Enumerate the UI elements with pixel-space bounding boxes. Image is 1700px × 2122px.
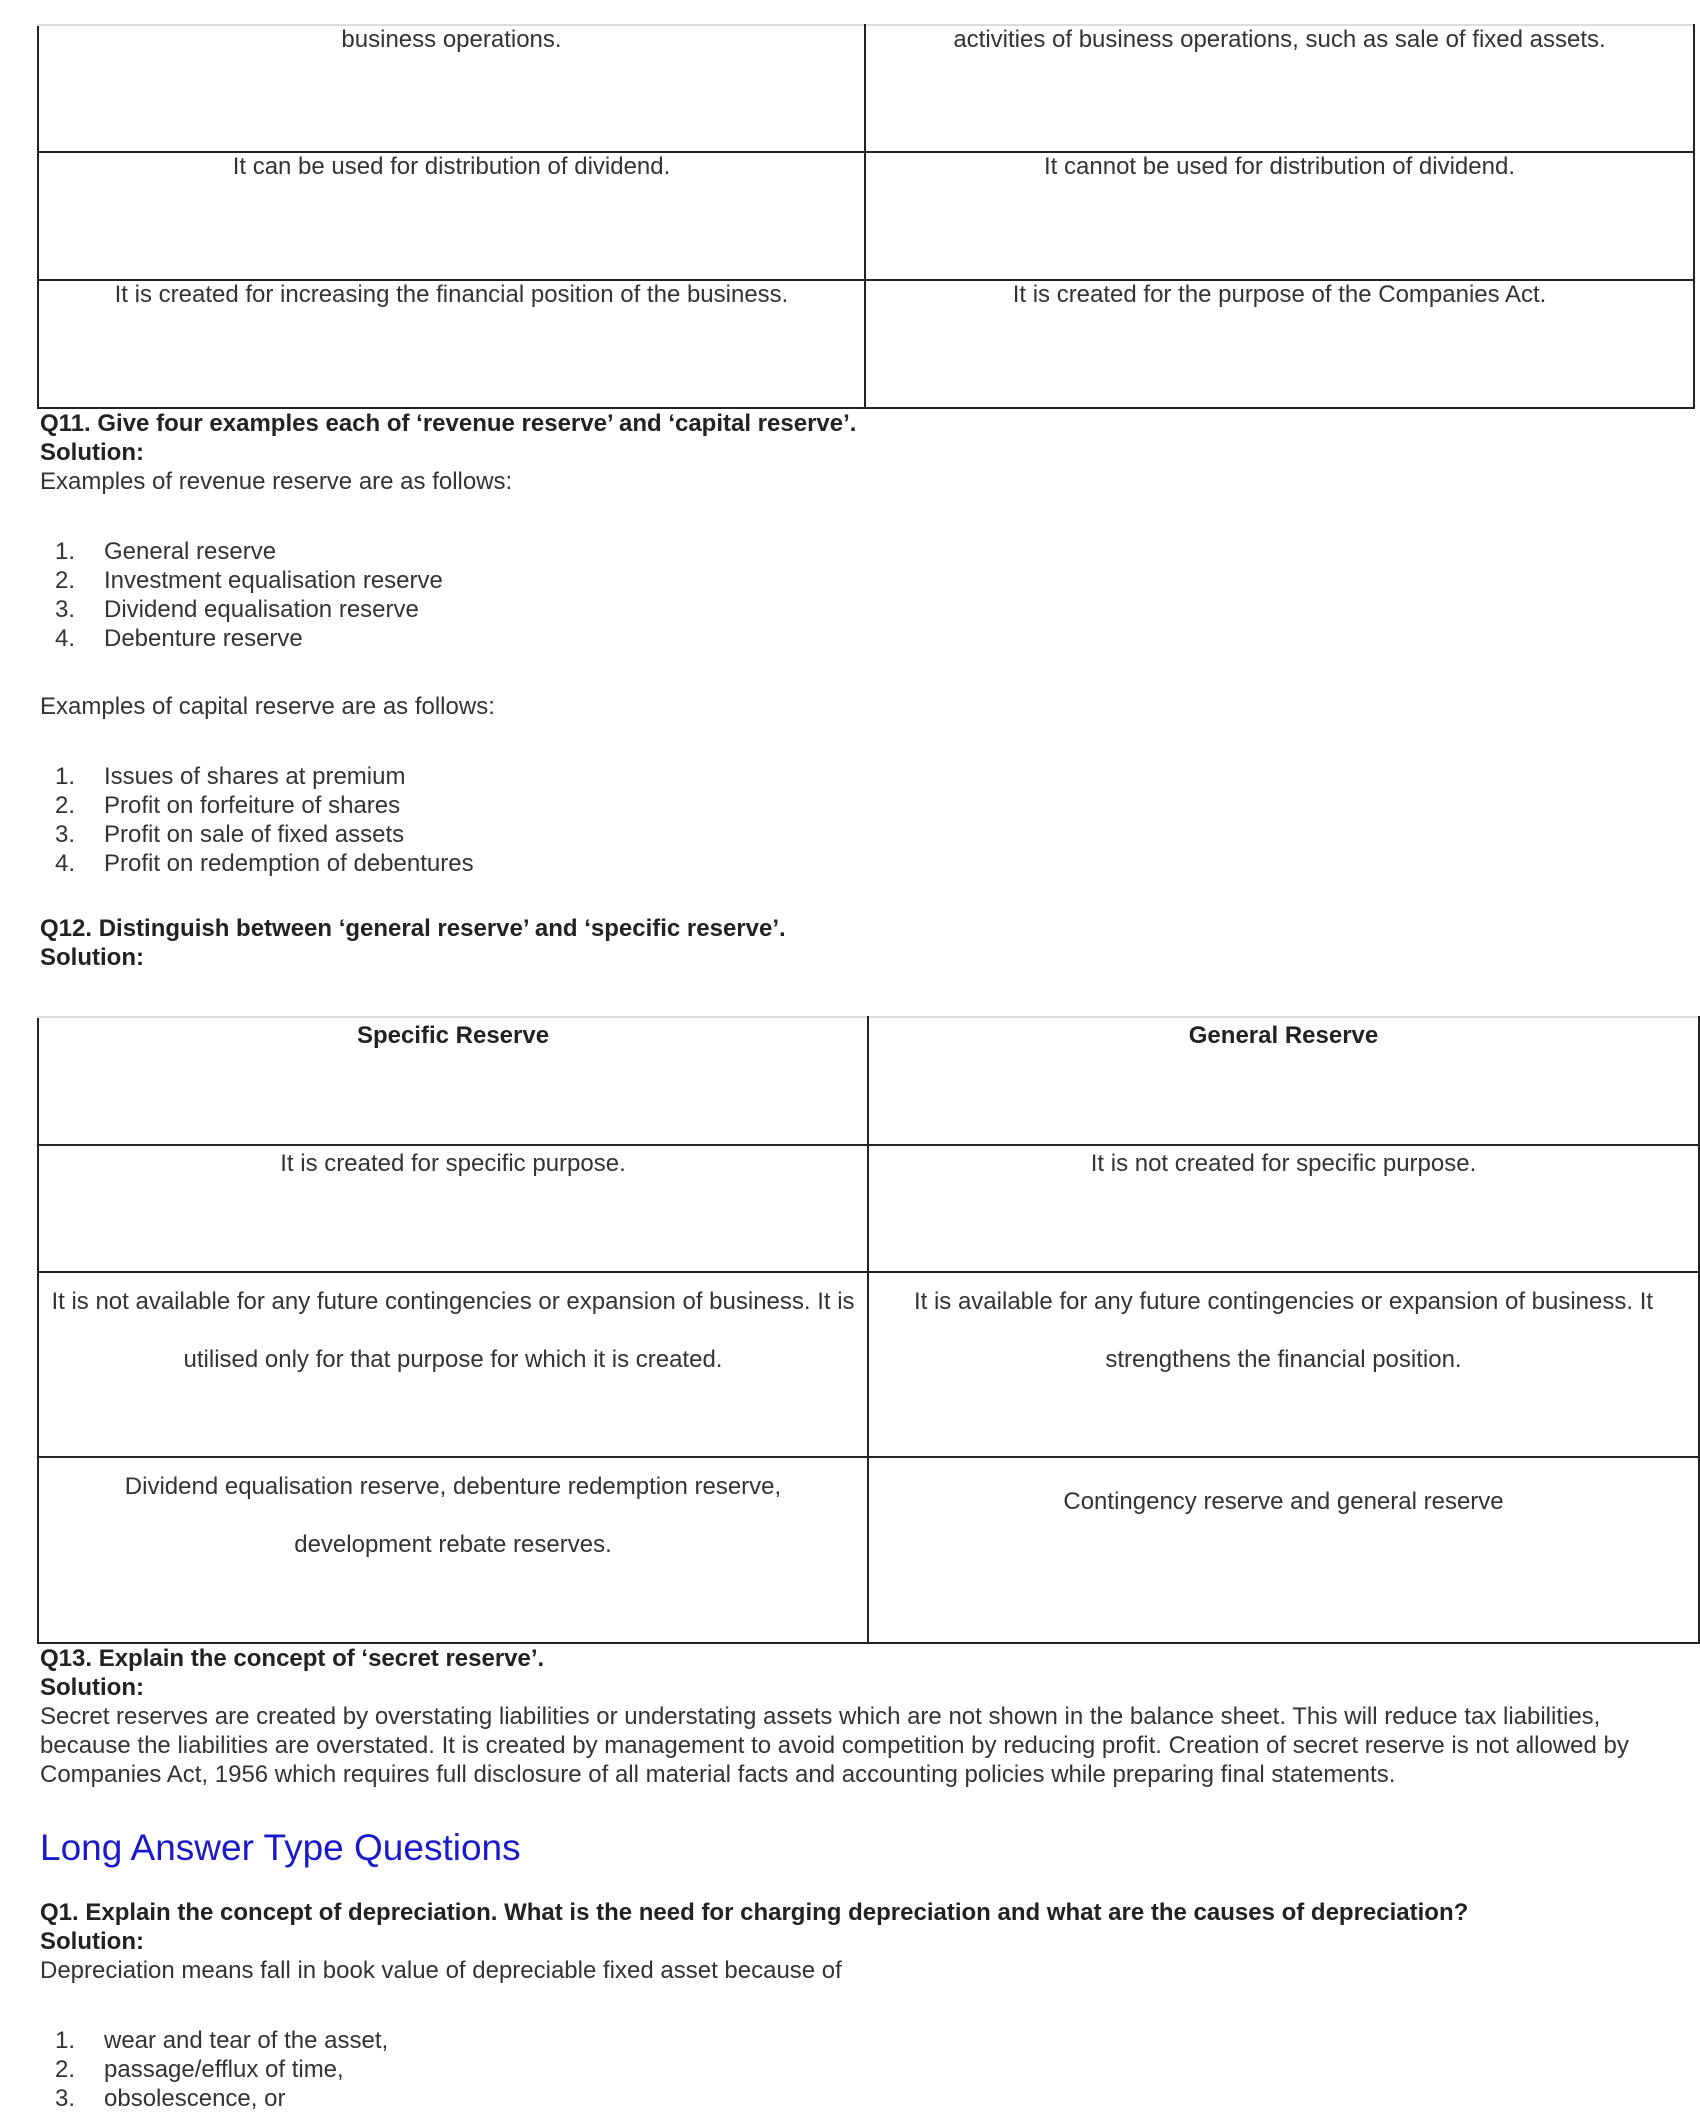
question-title: Q12. Distinguish between ‘general reserve’ and ‘specific reserve’. [40, 915, 786, 942]
table-cell: It is created for increasing the financial position of the business. [38, 280, 865, 408]
table-cell: It is not created for specific purpose. [868, 1145, 1699, 1272]
solution-label: Solution: [40, 1928, 144, 1955]
list-item: 3. Dividend equalisation reserve [55, 596, 419, 623]
list-item: 4. Profit on redemption of debentures [55, 850, 474, 877]
table-row [38, 1145, 1699, 1272]
revenue-vs-capital-reserve-table [37, 24, 1695, 409]
table-cell: It is created for the purpose of the Companies Act. [865, 280, 1694, 408]
table-row [38, 1272, 1699, 1457]
question-title: Q1. Explain the concept of depreciation. What is the need for charging depreciation and what are the causes of depreciation? [40, 1899, 1469, 1926]
list-item: 2. passage/efflux of time, [55, 2056, 344, 2083]
table-cell: It is available for any future contingencies or expansion of business. It strengthens the financial position. [868, 1272, 1699, 1457]
table-cell: It is created for specific purpose. [38, 1145, 868, 1272]
list-item: 2. Profit on forfeiture of shares [55, 792, 401, 819]
q13-block [40, 1644, 1660, 1789]
table-header-row [38, 1017, 1699, 1145]
depreciation-causes-list [40, 2026, 1660, 2113]
intro-text: Examples of revenue reserve are as follows: [40, 468, 513, 495]
column-header: Specific Reserve [38, 1017, 868, 1145]
capital-reserve-list [40, 762, 1660, 878]
table-cell: activities of business operations, such as sale of fixed assets. [865, 25, 1694, 152]
specific-vs-general-reserve-table [37, 1016, 1700, 1644]
table-row [38, 280, 1694, 408]
table-row [38, 1457, 1699, 1643]
table-row [38, 25, 1694, 152]
table-cell: business operations. [38, 25, 865, 152]
revenue-reserve-list [40, 537, 1660, 653]
list-item: 1. General reserve [55, 538, 277, 565]
question-title: Q13. Explain the concept of ‘secret reserve’. [40, 1645, 545, 1672]
solution-label: Solution: [40, 944, 144, 971]
table-cell: Contingency reserve and general reserve [868, 1457, 1699, 1643]
list-item: 3. Profit on sale of fixed assets [55, 821, 405, 848]
table-cell: Dividend equalisation reserve, debenture redemption reserve, development rebate reserves. [38, 1457, 868, 1643]
list-item: 4. Debenture reserve [55, 625, 303, 652]
q11-block [40, 409, 1660, 878]
intro-text: Depreciation means fall in book value of depreciable fixed asset because of [40, 1957, 842, 1984]
q12-block [40, 914, 1660, 972]
list-item: 2. Investment equalisation reserve [55, 567, 443, 594]
section-heading: Long Answer Type Questions [40, 1827, 521, 1868]
solution-label: Solution: [40, 439, 144, 466]
column-header: General Reserve [868, 1017, 1699, 1145]
question-title: Q11. Give four examples each of ‘revenue reserve’ and ‘capital reserve’. [40, 410, 857, 437]
list-item: 3. obsolescence, or [55, 2085, 286, 2112]
table-cell: It cannot be used for distribution of dividend. [865, 152, 1694, 280]
intro-text: Examples of capital reserve are as follows: [40, 693, 495, 720]
answer-paragraph: Secret reserves are created by overstating liabilities or understating assets which are not shown in the balance sheet. This will reduce tax liabilities, because the liabilities are overstated. It is created by management to avoid competition by reducing profit. Creation of secret reserve is not allowed by Companies Act, 1956 which requires full disclosure of all material facts and accounting policies while preparing final statements. [40, 1703, 1629, 1788]
table-cell: It is not available for any future contingencies or expansion of business. It is utilised only for that purpose for which it is created. [38, 1272, 868, 1457]
list-item: 1. wear and tear of the asset, [55, 2027, 389, 2054]
table-row [38, 152, 1694, 280]
solution-label: Solution: [40, 1674, 144, 1701]
long-answer-q1-block [40, 1898, 1660, 2113]
list-item: 1. Issues of shares at premium [55, 763, 406, 790]
table-cell: It can be used for distribution of dividend. [38, 152, 865, 280]
